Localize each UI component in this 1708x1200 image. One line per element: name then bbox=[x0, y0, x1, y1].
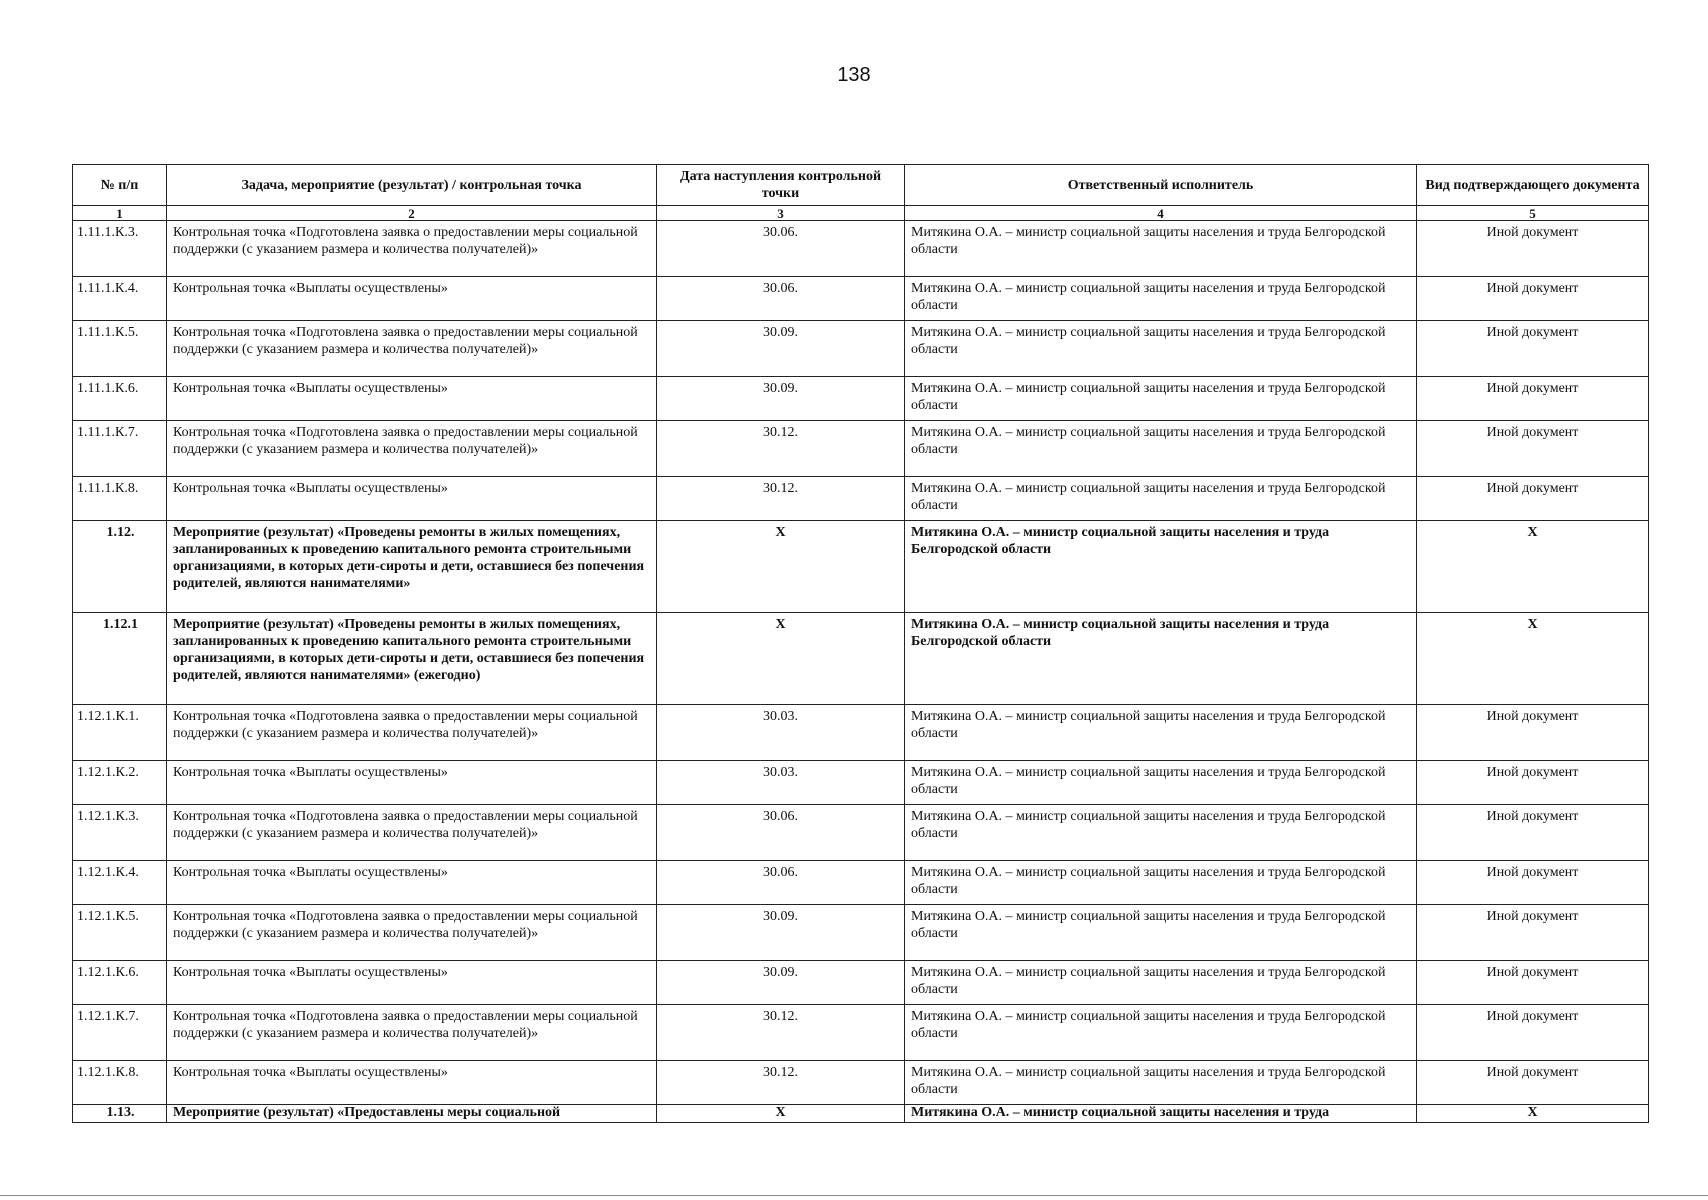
row-date: 30.09. bbox=[657, 377, 905, 421]
row-task: Контрольная точка «Подготовлена заявка о предоставлении меры социальной поддержки (с указанием размера и количества получателей)» bbox=[167, 421, 657, 477]
row-date: 30.06. bbox=[657, 277, 905, 321]
row-number: 1.12.1.К.5. bbox=[73, 905, 167, 961]
column-number: 3 bbox=[657, 206, 905, 221]
row-task: Контрольная точка «Подготовлена заявка о предоставлении меры социальной поддержки (с указанием размера и количества получателей)» bbox=[167, 905, 657, 961]
page-bottom-rule bbox=[0, 1195, 1708, 1196]
row-executor: Митякина О.А. – министр социальной защиты населения и труда Белгородской области bbox=[905, 321, 1417, 377]
table-row bbox=[73, 961, 1649, 1005]
header-row bbox=[73, 165, 1649, 206]
table-row bbox=[73, 321, 1649, 377]
row-task: Контрольная точка «Выплаты осуществлены» bbox=[167, 1061, 657, 1105]
row-doc-type: Иной документ bbox=[1417, 805, 1649, 861]
table-row-activity bbox=[73, 1105, 1649, 1123]
row-task: Мероприятие (результат) «Предоставлены меры социальной bbox=[167, 1105, 657, 1123]
row-executor: Митякина О.А. – министр социальной защиты населения и труда Белгородской области bbox=[905, 477, 1417, 521]
control-points-table bbox=[72, 164, 1649, 1123]
row-number: 1.13. bbox=[73, 1105, 167, 1123]
row-doc-type: Иной документ bbox=[1417, 421, 1649, 477]
row-executor: Митякина О.А. – министр социальной защиты населения и труда Белгородской области bbox=[905, 961, 1417, 1005]
row-date: Х bbox=[657, 521, 905, 613]
row-executor: Митякина О.А. – министр социальной защиты населения и труда Белгородской области bbox=[905, 1061, 1417, 1105]
row-date: 30.12. bbox=[657, 477, 905, 521]
row-number: 1.12.1 bbox=[73, 613, 167, 705]
row-number: 1.12.1.К.8. bbox=[73, 1061, 167, 1105]
row-executor: Митякина О.А. – министр социальной защиты населения и труда Белгородской области bbox=[905, 277, 1417, 321]
row-number: 1.11.1.К.7. bbox=[73, 421, 167, 477]
row-number: 1.12.1.К.4. bbox=[73, 861, 167, 905]
row-executor: Митякина О.А. – министр социальной защиты населения и труда Белгородской области bbox=[905, 1005, 1417, 1061]
row-number: 1.11.1.К.8. bbox=[73, 477, 167, 521]
row-number: 1.12.1.К.2. bbox=[73, 761, 167, 805]
table-row bbox=[73, 1061, 1649, 1105]
row-number: 1.12.1.К.1. bbox=[73, 705, 167, 761]
table-row bbox=[73, 277, 1649, 321]
table-row bbox=[73, 805, 1649, 861]
row-date: 30.06. bbox=[657, 221, 905, 277]
row-task: Контрольная точка «Подготовлена заявка о предоставлении меры социальной поддержки (с указанием размера и количества получателей)» bbox=[167, 805, 657, 861]
row-date: 30.06. bbox=[657, 861, 905, 905]
row-doc-type: Иной документ bbox=[1417, 477, 1649, 521]
table-row-activity bbox=[73, 521, 1649, 613]
row-doc-type: Иной документ bbox=[1417, 1061, 1649, 1105]
row-doc-type: Иной документ bbox=[1417, 961, 1649, 1005]
row-task: Контрольная точка «Подготовлена заявка о предоставлении меры социальной поддержки (с указанием размера и количества получателей)» bbox=[167, 705, 657, 761]
row-doc-type: Иной документ bbox=[1417, 705, 1649, 761]
row-doc-type: Иной документ bbox=[1417, 321, 1649, 377]
row-task: Контрольная точка «Подготовлена заявка о предоставлении меры социальной поддержки (с указанием размера и количества получателей)» bbox=[167, 221, 657, 277]
row-task: Мероприятие (результат) «Проведены ремонты в жилых помещениях, запланированных к проведению капитального ремонта строительными организациями, в которых дети-сироты и дети, оставшиеся без попечения родителей, являются нанимателями» (ежегодно) bbox=[167, 613, 657, 705]
row-executor: Митякина О.А. – министр социальной защиты населения и труда Белгородской области bbox=[905, 421, 1417, 477]
row-number: 1.11.1.К.6. bbox=[73, 377, 167, 421]
header-executor: Ответственный исполнитель bbox=[905, 165, 1417, 206]
column-number: 2 bbox=[167, 206, 657, 221]
header-num: № п/п bbox=[73, 165, 167, 206]
row-task: Контрольная точка «Выплаты осуществлены» bbox=[167, 277, 657, 321]
row-doc-type: Х bbox=[1417, 613, 1649, 705]
row-number: 1.11.1.К.3. bbox=[73, 221, 167, 277]
column-number-row bbox=[73, 206, 1649, 221]
row-doc-type: Х bbox=[1417, 521, 1649, 613]
row-doc-type: Иной документ bbox=[1417, 861, 1649, 905]
header-date: Дата наступления контрольной точки bbox=[657, 165, 905, 206]
row-number: 1.11.1.К.5. bbox=[73, 321, 167, 377]
row-executor: Митякина О.А. – министр социальной защиты населения и труда Белгородской области bbox=[905, 377, 1417, 421]
column-number: 5 bbox=[1417, 206, 1649, 221]
row-task: Контрольная точка «Выплаты осуществлены» bbox=[167, 961, 657, 1005]
row-executor: Митякина О.А. – министр социальной защиты населения и труда Белгородской области bbox=[905, 705, 1417, 761]
row-date: 30.06. bbox=[657, 805, 905, 861]
row-task: Контрольная точка «Подготовлена заявка о предоставлении меры социальной поддержки (с указанием размера и количества получателей)» bbox=[167, 321, 657, 377]
table-row bbox=[73, 377, 1649, 421]
row-doc-type: Иной документ bbox=[1417, 1005, 1649, 1061]
table-row bbox=[73, 477, 1649, 521]
row-number: 1.11.1.К.4. bbox=[73, 277, 167, 321]
table-row bbox=[73, 1005, 1649, 1061]
table-row bbox=[73, 221, 1649, 277]
column-number: 1 bbox=[73, 206, 167, 221]
row-executor: Митякина О.А. – министр социальной защиты населения и труда Белгородской области bbox=[905, 861, 1417, 905]
row-number: 1.12.1.К.7. bbox=[73, 1005, 167, 1061]
row-doc-type: Иной документ bbox=[1417, 377, 1649, 421]
table-row bbox=[73, 761, 1649, 805]
table-row bbox=[73, 705, 1649, 761]
row-date: Х bbox=[657, 1105, 905, 1123]
row-number: 1.12.1.К.6. bbox=[73, 961, 167, 1005]
page-number: 138 bbox=[837, 64, 871, 86]
header-task: Задача, мероприятие (результат) / контрольная точка bbox=[167, 165, 657, 206]
row-number: 1.12.1.К.3. bbox=[73, 805, 167, 861]
row-executor: Митякина О.А. – министр социальной защиты населения и труда Белгородской области bbox=[905, 521, 1417, 613]
row-date: 30.03. bbox=[657, 705, 905, 761]
row-date: 30.09. bbox=[657, 321, 905, 377]
row-number: 1.12. bbox=[73, 521, 167, 613]
row-task: Контрольная точка «Выплаты осуществлены» bbox=[167, 377, 657, 421]
table-row bbox=[73, 905, 1649, 961]
row-executor: Митякина О.А. – министр социальной защиты населения и труда Белгородской области bbox=[905, 221, 1417, 277]
table-row bbox=[73, 861, 1649, 905]
row-date: 30.03. bbox=[657, 761, 905, 805]
header-doc: Вид подтверждающего документа bbox=[1417, 165, 1649, 206]
row-date: 30.09. bbox=[657, 961, 905, 1005]
row-task: Контрольная точка «Выплаты осуществлены» bbox=[167, 861, 657, 905]
row-doc-type: Иной документ bbox=[1417, 905, 1649, 961]
row-date: 30.12. bbox=[657, 1005, 905, 1061]
row-executor: Митякина О.А. – министр социальной защиты населения и труда Белгородской области bbox=[905, 613, 1417, 705]
row-task: Мероприятие (результат) «Проведены ремонты в жилых помещениях, запланированных к проведению капитального ремонта строительными организациями, в которых дети-сироты и дети, оставшиеся без попечения родителей, являются нанимателями» bbox=[167, 521, 657, 613]
row-doc-type: Иной документ bbox=[1417, 761, 1649, 805]
table-row-activity bbox=[73, 613, 1649, 705]
column-number: 4 bbox=[905, 206, 1417, 221]
table-row bbox=[73, 421, 1649, 477]
row-doc-type: Х bbox=[1417, 1105, 1649, 1123]
row-task: Контрольная точка «Выплаты осуществлены» bbox=[167, 477, 657, 521]
row-date: 30.12. bbox=[657, 421, 905, 477]
row-date: Х bbox=[657, 613, 905, 705]
row-date: 30.12. bbox=[657, 1061, 905, 1105]
row-task: Контрольная точка «Выплаты осуществлены» bbox=[167, 761, 657, 805]
row-date: 30.09. bbox=[657, 905, 905, 961]
row-doc-type: Иной документ bbox=[1417, 277, 1649, 321]
row-executor: Митякина О.А. – министр социальной защиты населения и труда Белгородской области bbox=[905, 805, 1417, 861]
row-executor: Митякина О.А. – министр социальной защиты населения и труда Белгородской области bbox=[905, 761, 1417, 805]
row-executor: Митякина О.А. – министр социальной защиты населения и труда bbox=[905, 1105, 1417, 1123]
row-doc-type: Иной документ bbox=[1417, 221, 1649, 277]
row-task: Контрольная точка «Подготовлена заявка о предоставлении меры социальной поддержки (с указанием размера и количества получателей)» bbox=[167, 1005, 657, 1061]
row-executor: Митякина О.А. – министр социальной защиты населения и труда Белгородской области bbox=[905, 905, 1417, 961]
